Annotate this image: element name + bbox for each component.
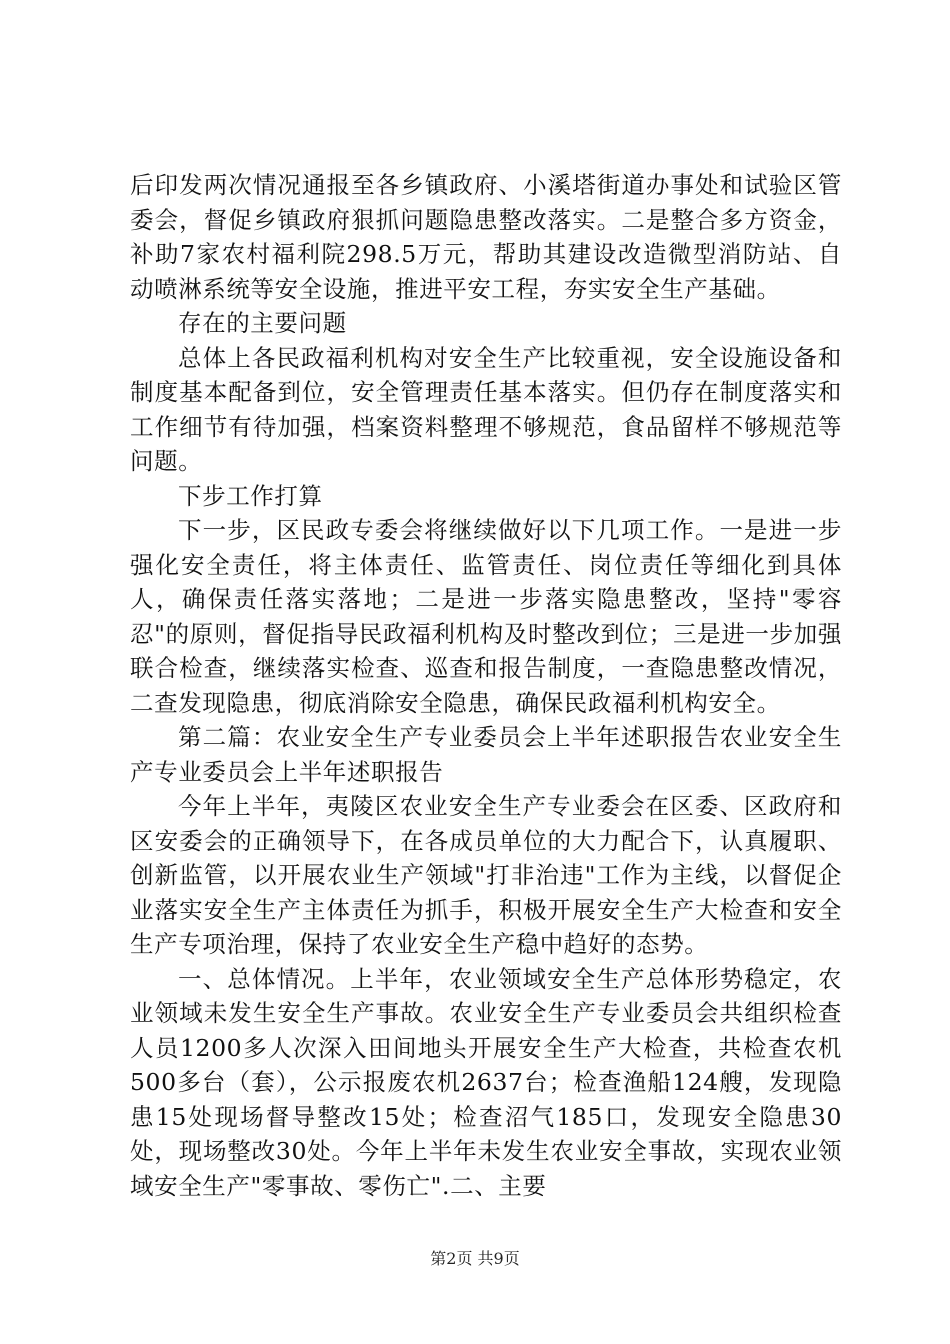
heading-main-problems: 存在的主要问题 — [178, 309, 347, 337]
page-footer: 第2页 共9页 — [430, 1249, 520, 1268]
paragraph-next-steps: 下一步，区民政专委会将继续做好以下几项工作。一是进一步强化安全责任，将主体责任、监管责任、岗位责任等细化到具体人，确保责任落实落地；二是进一步落实隐患整改，坚持"零容忍"的原则，督促指导民政福利机构及时整改到位；三是进一步加强联合检查，继续落实检查、巡查和报告制度，一查隐患整改情况，二查发现隐患，彻底消除安全隐患，确保民政福利机构安全。 — [130, 516, 842, 717]
paragraph-overall-situation: 一、总体情况。上半年，农业领域安全生产总体形势稳定，农业领域未发生安全生产事故。农业安全生产专业委员会共组织检查人员1200多人次深入田间地头开展安全生产大检查，共检查农机500多台（套），公示报废农机2637台；检查渔船124艘，发现隐患15处现场督导整改15处；检查沼气185口，发现安全隐患30处，现场整改30处。今年上半年未发生农业安全事故，实现农业领域安全生产"零事故、零伤亡".二、主要 — [130, 964, 842, 1200]
heading-second-article: 第二篇：农业安全生产专业委员会上半年述职报告农业安全生产专业委员会上半年述职报告 — [130, 723, 842, 786]
document-body — [130, 168, 842, 1203]
heading-next-steps: 下步工作打算 — [178, 481, 323, 510]
paragraph-first-half-intro: 今年上半年，夷陵区农业安全生产专业委会在区委、区政府和区安委会的正确领导下，在各成员单位的大力配合下，认真履职、创新监管，以开展农业生产领域"打非治违"工作为主线，以督促企业落实安全生产主体责任为抓手，积极开展安全生产大检查和安全生产专项治理，保持了农业安全生产稳中趋好的态势。 — [130, 792, 842, 958]
paragraph-continued-measures: 后印发两次情况通报至各乡镇政府、小溪塔街道办事处和试验区管委会，督促乡镇政府狠抓问题隐患整改落实。二是整合多方资金，补助7家农村福利院298.5万元，帮助其建设改造微型消防站、自动喷淋系统等安全设施，推进平安工程，夯实安全生产基础。 — [130, 171, 842, 303]
paragraph-problems: 总体上各民政福利机构对安全生产比较重视，安全设施设备和制度基本配备到位，安全管理责任基本落实。但仍存在制度落实和工作细节有待加强，档案资料整理不够规范，食品留样不够规范等问题。 — [130, 343, 842, 475]
